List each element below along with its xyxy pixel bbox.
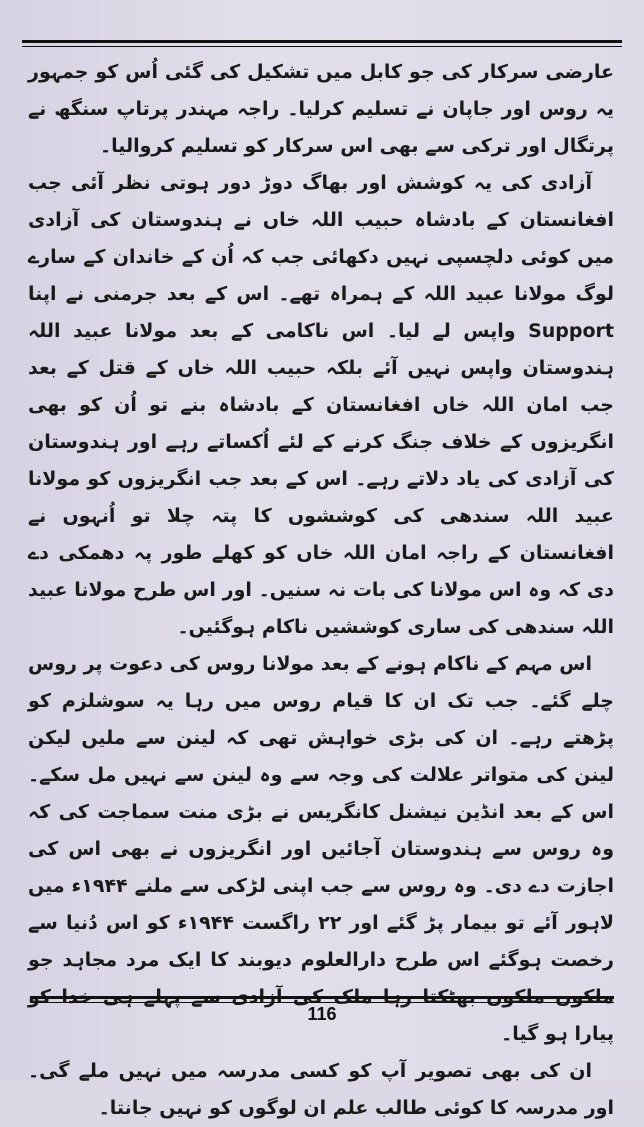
paragraph-1: عارضی سرکار کی جو کابل میں تشکیل کی گئی اُس کو جمہور یہ روس اور جاپان نے تسلیم کرلیا۔ راجہ مہندر پرتاپ سنگھ نے پرتگال اور ترکی سے بھی اس سرکار کو تسلیم کروالیا۔	[28, 61, 614, 157]
paragraph-2: آزادی کی یہ کوشش اور بھاگ دوڑ دور ہوتی نظر آئی جب افغانستان کے بادشاہ حبیب اللہ خاں نے ہندوستان کی آزادی میں کوئی دلچسپی نہیں دکھائی جب کہ اُن کے خاندان کے سارے لوگ مولانا عبید اللہ کے ہمراہ تھے۔ اس کے بعد جرمنی نے اپنا Support واپس لے لیا۔ اس ناکامی کے بعد مولانا عبید اللہ ہندوستان واپس نہیں آئے بلکہ حبیب اللہ خاں کے قتل کے بعد جب امان اللہ خاں افغانستان کے بادشاہ بنے تو اُن کو بھی انگریزوں کے خلاف جنگ کرنے کے لئے اُکساتے رہے اور ہندوستان کی آزادی کی یاد دلاتے رہے۔ اس کے بعد جب انگریزوں کو مولانا عبید اللہ سندھی کی کوششوں کا پتہ چلا تو اُنہوں نے افغانستان کے راجہ امان اللہ خاں کو کھلے طور پہ دھمکی دے دی کہ وہ اس مولانا کی بات نہ سنیں۔ اور اس طرح مولانا عبید اللہ سندھی کی ساری کوششیں ناکام ہوگئیں۔	[28, 172, 614, 638]
page-number: 116	[307, 1004, 337, 1024]
top-rule-thin	[22, 46, 622, 47]
paragraph-3: اس مہم کے ناکام ہونے کے بعد مولانا روس کی دعوت پر روس چلے گئے۔ جب تک ان کا قیام روس میں رہا یہ سوشلزم کو پڑھتے رہے۔ ان کی بڑی خواہش تھی کہ لینن سے ملیں لیکن لینن کی متواتر علالت کی وجہ سے وہ لینن سے نہیں مل سکے۔ اس کے بعد انڈین نیشنل کانگریس نے بڑی منت سماجت کی کہ وہ روس سے ہندوستان آجائیں اور انگریزوں نے بھی اس کی اجازت دے دی۔ وہ روس سے جب اپنی لڑکی سے ملنے ۱۹۴۴ء میں لاہور آئے تو بیمار پڑ گئے اور ۲۲ راگست ۱۹۴۴ء کو اس دُنیا سے رخصت ہوگئے اس طرح دارالعلوم دیوبند کا ایک مرد مجاہد جو ملکوں ملکوں بھٹکتا رہا ملک کی آزادی سے پہلے ہی خدا کو پیارا ہو گیا۔	[28, 653, 614, 1045]
bottom-rule-thin	[30, 1002, 614, 1003]
paragraph-4: ان کی بھی تصویر آپ کو کسی مدرسہ میں نہیں ملے گی۔ اور مدرسہ کا کوئی طالب علم ان لوگوں کو نہیں جانتا۔	[28, 1060, 614, 1119]
bottom-rule	[30, 996, 614, 999]
top-rule	[22, 40, 622, 43]
body-text	[28, 54, 614, 1127]
